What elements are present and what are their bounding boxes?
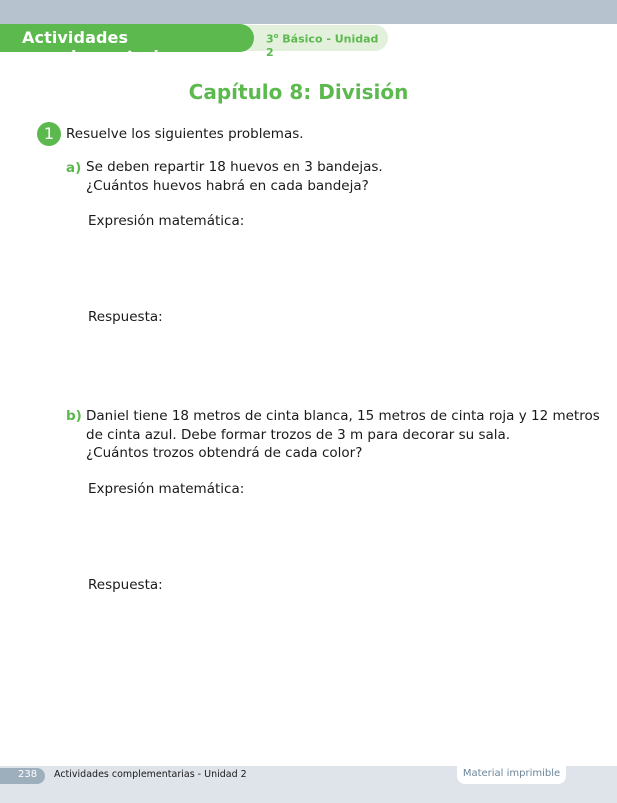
page-number-pill: [0, 768, 45, 784]
problem-a-text: [86, 158, 383, 195]
page-number: 238: [18, 769, 38, 780]
chapter-title: Capítulo 8: División: [188, 80, 409, 104]
problem-b-expression-label: Expresión matemática:: [88, 481, 245, 497]
problem-a-expression-label: Expresión matemática:: [88, 213, 245, 229]
problem-b-line-1: Daniel tiene 18 metros de cinta blanca, 15 metros de cinta roja y 12 metros: [86, 408, 600, 424]
grade-unit-label: 3$^o$ Básico - Unidad 2: [266, 32, 379, 59]
problem-a-line-1: Se deben repartir 18 huevos en 3 bandejas.: [86, 159, 383, 175]
problem-b-line-3: ¿Cuántos trozos obtendrá de cada color?: [86, 445, 363, 461]
problem-a-line-2: ¿Cuántos huevos habrá en cada bandeja?: [86, 177, 369, 194]
activity-number-badge: 1: [37, 122, 61, 146]
grade-unit-pill: [238, 25, 388, 59]
problem-b-answer-label: Respuesta:: [88, 577, 163, 593]
footer-text: Actividades complementarias - Unidad 2: [54, 769, 247, 780]
printable-material-tab: [457, 766, 566, 784]
section-title: Actividades complementarias: [22, 28, 180, 66]
header-tab: [0, 24, 254, 66]
problem-b-line-2: de cinta azul. Debe formar trozos de 3 m para decorar su sala.: [86, 426, 511, 443]
problem-b-text: [86, 407, 600, 463]
top-band: [0, 0, 617, 24]
problem-a-answer-label: Respuesta:: [88, 309, 163, 325]
problem-a-letter: a): [66, 160, 82, 176]
printable-material-label: Material imprimible: [462, 768, 561, 779]
activity-instruction: Resuelve los siguientes problemas.: [66, 126, 304, 142]
problem-b-letter: b): [66, 408, 82, 424]
